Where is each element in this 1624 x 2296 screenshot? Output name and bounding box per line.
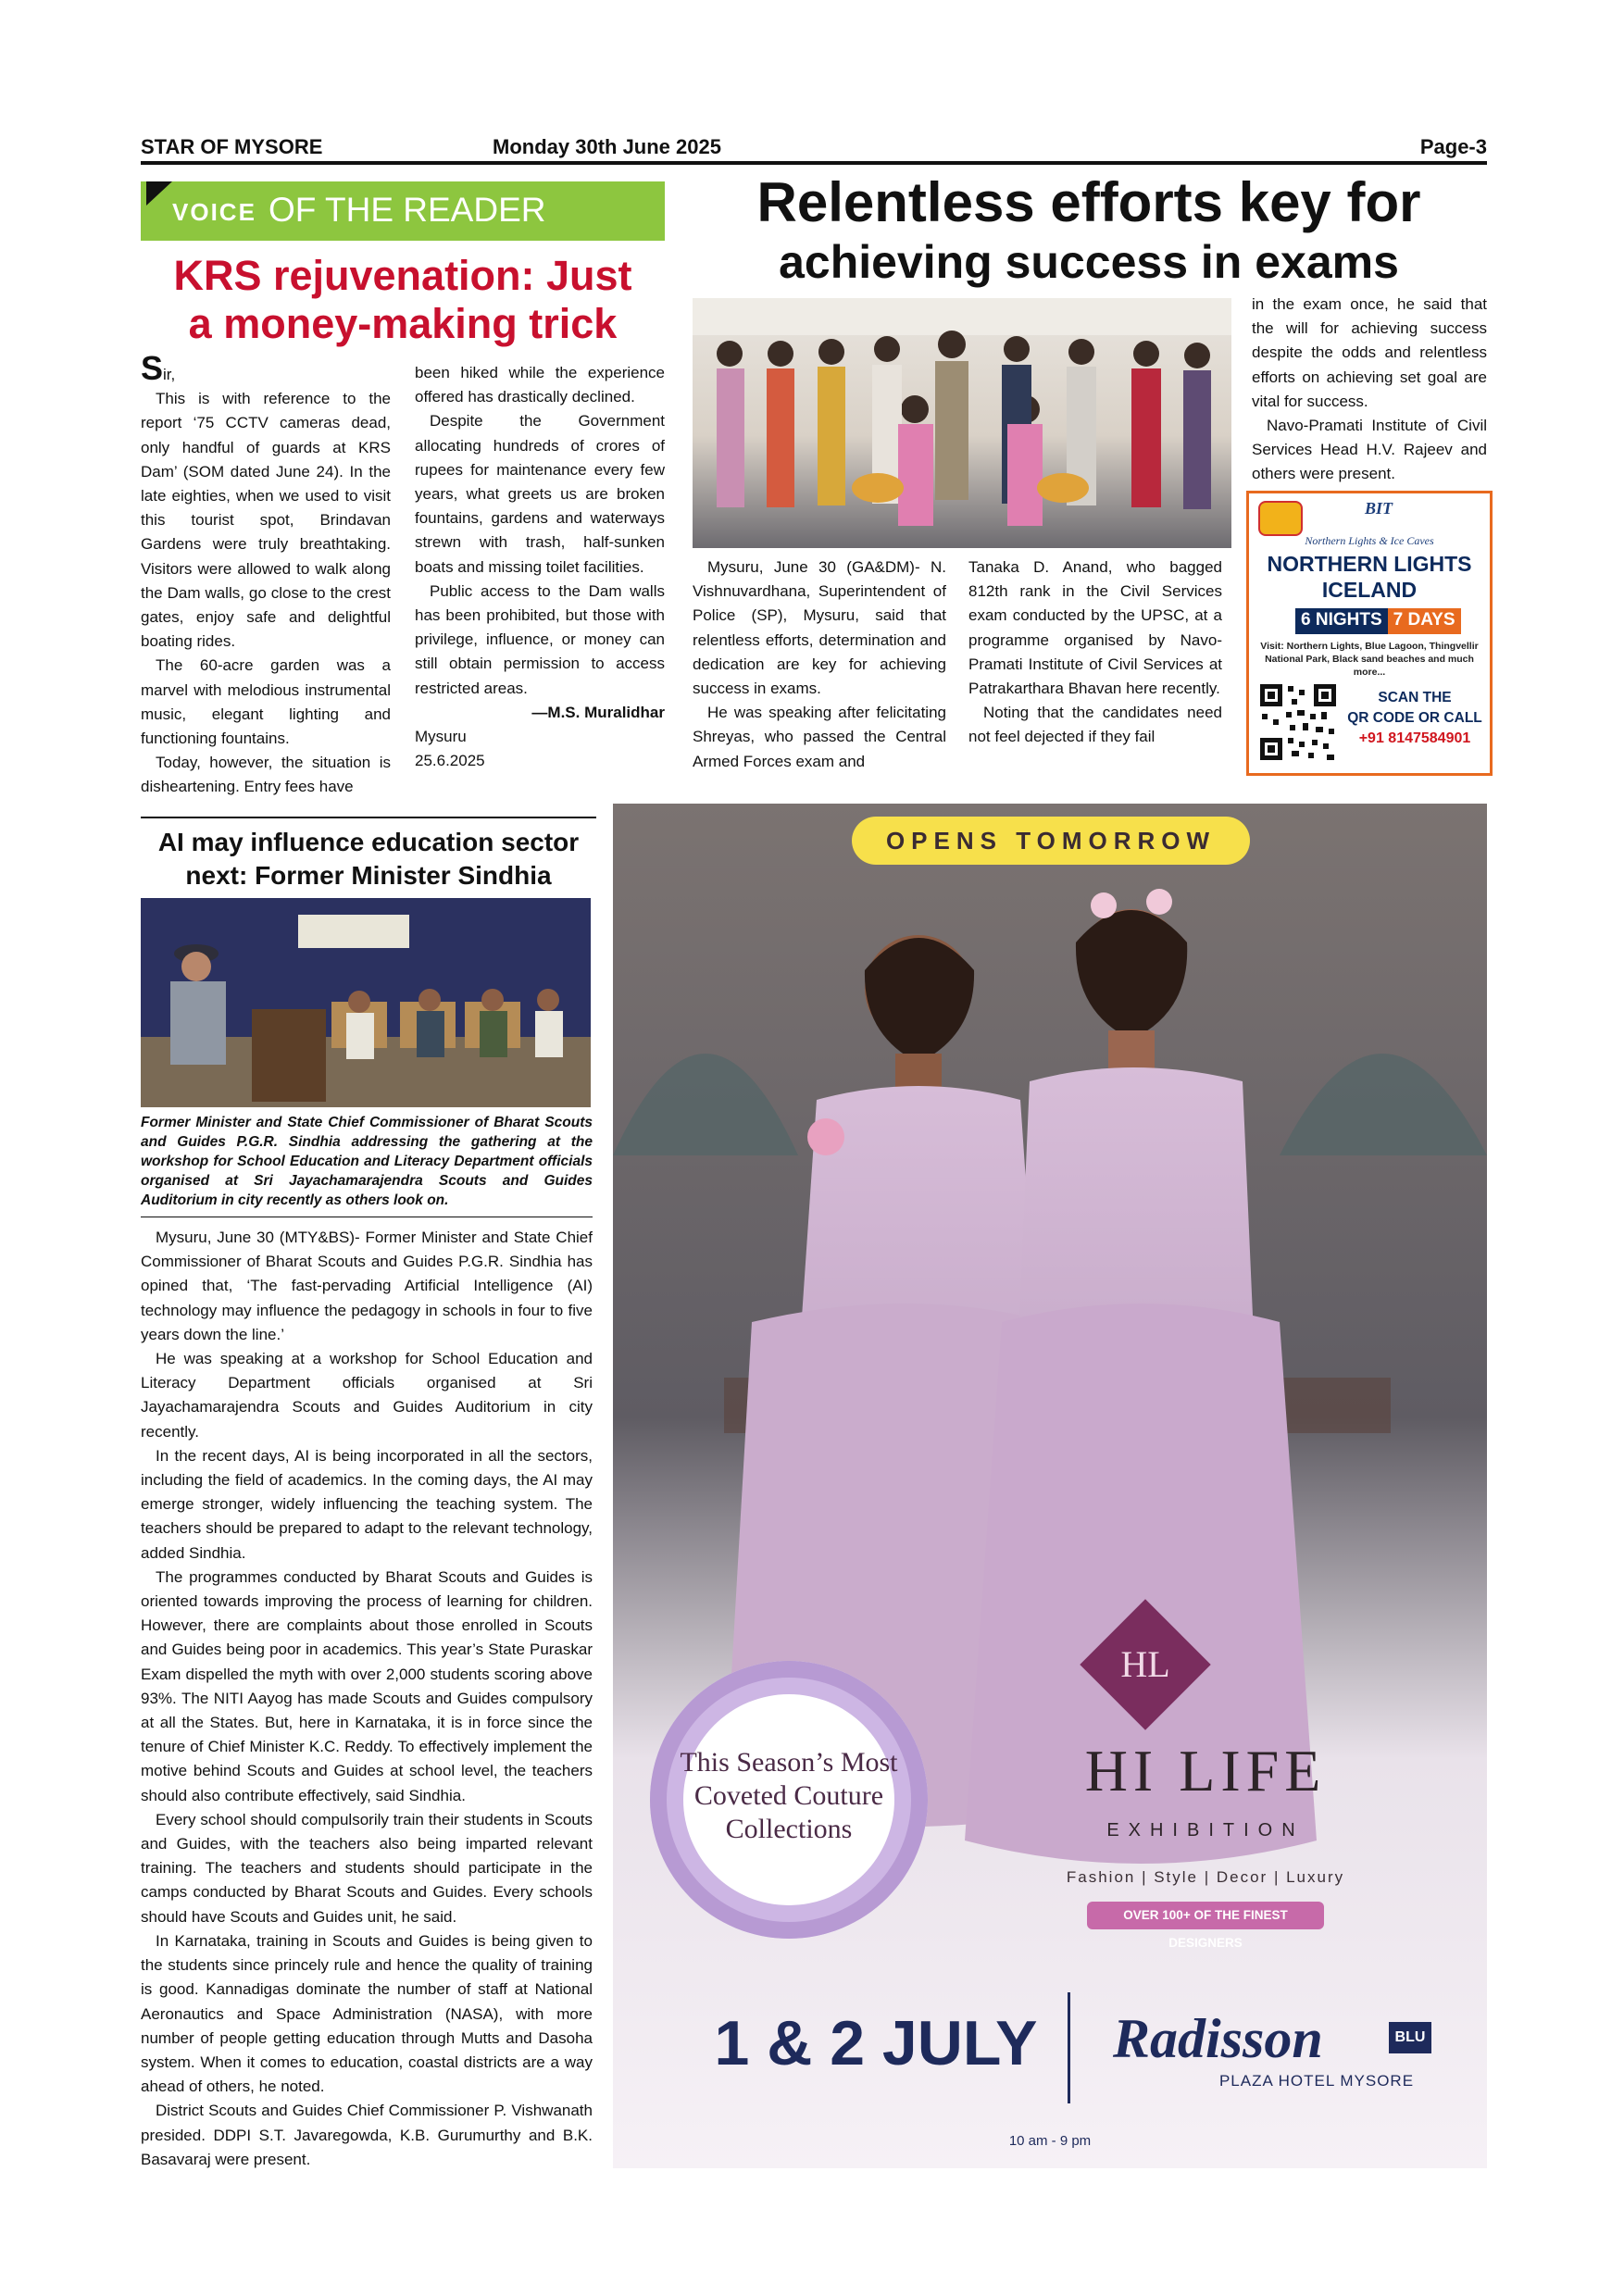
letter-signature: —M.S. Muralidhar — [531, 703, 665, 721]
voice-tag-rest: OF THE READER — [269, 191, 546, 229]
ai-para: The programmes conducted by Bharat Scouts and Guides is oriented towards improving the process of learning for children. However, there are complaints about those enrolled in Scouts and Guides being poor in academics. This year’s State Puraskar Exam dispelled the myth with over 2,000 students scoring above 93%. The NITI Aayog has made Scouts and Guides compulsory at all the States. But, here in Karnataka, it is in force since the tenure of Chief Minister K.C. Reddy. To effectively implement the motive behind Scouts and Guides at school level, the teachers should also contribute effectively, said Sindhia. — [141, 1567, 593, 1804]
fashion-models-photo — [613, 804, 1487, 2168]
voice-column-1 — [141, 349, 391, 800]
exams-para: Mysuru, June 30 (GA&DM)- N. Vishnuvardhana, Superintendent of Police (SP), Mysuru, said that relentless efforts, determination and dedication are key for achieving success in exams. — [693, 558, 946, 698]
corner-triangle-icon — [146, 181, 172, 206]
hilife-exhibition: EXHIBITION — [1106, 1820, 1305, 1841]
wreath-text — [668, 1746, 909, 1846]
wreath-line2: Coveted Couture — [693, 1780, 884, 1811]
ai-para: He was speaking at a workshop for School Education and Literacy Department officials organised at Sri Jayachamarajendra Scouts and Guides Auditorium in city recently. — [141, 1350, 593, 1441]
ad-duration — [1295, 608, 1461, 634]
event-dates: 1 & 2 JULY — [714, 2008, 1038, 2078]
voice-para: The 60-acre garden was a marvel with melodious instrumental music, elegant lighting and functioning fountains. — [141, 656, 391, 748]
section-rule — [141, 817, 596, 818]
ai-body — [141, 1226, 593, 2172]
badge-icon — [1258, 501, 1303, 536]
ai-para: Mysuru, June 30 (MTY&BS)- Former Minister and State Chief Commissioner of Bharat Scouts and Guides P.G.R. Sindhia has opined that, ‘The fast-pervading Artificial Intelligence (AI) technology may influence the pedagogy in schools in four to five years down the line.’ — [141, 1229, 593, 1343]
hilife-categories: Fashion | Style | Decor | Luxury — [1066, 1868, 1345, 1886]
ai-para: In Karnataka, training in Scouts and Guides is being given to the students since princely rule and hence the quality of training is good. Kannadigas dominate the number of staff at National Aeronautics and Space Administration (NASA), with more number of people getting education through Mutts and Dasoha system. When it comes to education, coastal districts are a way ahead of others, he noted. — [141, 1931, 593, 2096]
exams-para: He was speaking after felicitating Shreyas, who passed the Central Armed Forces exam and — [693, 704, 946, 770]
workshop-photo-image — [141, 898, 591, 1107]
masthead-rule — [141, 161, 1487, 165]
group-photo-image — [693, 298, 1231, 548]
page-number: Page-3 — [1419, 135, 1487, 158]
ad-cta-line2: QR CODE OR CALL — [1347, 710, 1482, 726]
ad-phone[interactable]: +91 8147584901 — [1358, 730, 1471, 746]
exams-headline-line2: achieving success in exams — [779, 236, 1399, 288]
hl-monogram: HL — [1120, 1643, 1170, 1685]
voice-headline-line2: a money-making trick — [188, 300, 618, 347]
letter-date: 25.6.2025 — [415, 752, 485, 770]
wreath-line1: This Season’s Most — [680, 1747, 898, 1778]
qr-code[interactable] — [1258, 682, 1338, 762]
exams-column-1 — [693, 555, 946, 774]
ai-photo-caption: Former Minister and State Chief Commissioner of Bharat Scouts and Guides P.G.R. Sindhia addressing the gathering at the workshop for School Education and Literacy Department officials organised at Sri Jayachamarajendra Scouts and Guides Auditorium in city recently as others look on. — [141, 1115, 593, 1208]
exams-para: Tanaka D. Anand, who bagged 812th rank in the Civil Services exam conducted by the UPSC, at a programme organised by Navo-Pramati Institute of Civil Services at Patrakarthara Bhavan here recently. — [968, 558, 1222, 698]
hilife-brand: HI LIFE — [1084, 1738, 1327, 1803]
voice-banner — [141, 181, 665, 241]
ad-cta — [1345, 688, 1484, 749]
venue-subtitle: PLAZA HOTEL MYSORE — [1218, 2072, 1415, 2090]
hilife-designers-badge: OVER 100+ OF THE FINEST DESIGNERS — [1087, 1902, 1324, 1929]
voice-para: This is with reference to the report ‘75 CCTV cameras dead, only handful of guards at KRS Dam’ (SOM dated June 24). In the late eighties, when we used to visit this tourist spot, Brindavan Gardens were truly breathtaking. Visitors were allowed to walk along the Dam walls, go close to the crest gates, enjoy safe and delightful boating rides. — [141, 390, 391, 651]
ad-title — [1249, 551, 1490, 603]
exams-headline-line1: Relentless efforts key for — [756, 171, 1421, 233]
iceland-travel-ad — [1246, 491, 1493, 776]
wreath-line3: Collections — [725, 1814, 853, 1844]
event-hours: 10 am - 9 pm — [1008, 2133, 1092, 2149]
dates-divider — [1068, 1992, 1070, 2103]
ai-headline-line1: AI may influence education sector — [157, 828, 580, 856]
ad-visit: Visit: Northern Lights, Blue Lagoon, Thingvellir National Park, Black sand beaches and much more... — [1260, 641, 1479, 678]
venue-brand: Radisson — [1113, 2008, 1323, 2069]
hilife-exhibition-ad — [613, 804, 1487, 2168]
voice-headline-line1: KRS rejuvenation: Just — [173, 252, 632, 299]
ad-brand: BIT — [1364, 499, 1393, 518]
felicitation-photo — [693, 298, 1231, 548]
exams-column-2 — [968, 555, 1222, 750]
exams-para: Navo-Pramati Institute of Civil Services Head H.V. Rajeev and others were present. — [1252, 417, 1487, 483]
salutation: ir, — [163, 366, 176, 383]
dropcap: S — [141, 349, 164, 387]
voice-column-2 — [415, 361, 665, 773]
voice-para: Today, however, the situation is disheartening. Entry fees have — [141, 754, 391, 796]
issue-date: Monday 30th June 2025 — [493, 135, 721, 158]
venue-tag: BLU — [1389, 2022, 1431, 2053]
voice-para: Despite the Government allocating hundreds of crores of rupees for maintenance every few years, what greets us are broken fountains, gardens and waterways strewn with trash, half-sunken boats and missing toilet facilities. — [415, 412, 665, 576]
letter-place: Mysuru — [415, 728, 467, 746]
voice-para: Public access to the Dam walls has been prohibited, but those with privilege, influence, or money can still obtain permission to access restricted areas. — [415, 581, 665, 697]
exams-para: in the exam once, he said that the will for achieving success despite the odds and relentless efforts on achieving set goal are vital for success. — [1252, 295, 1487, 410]
ai-para: In the recent days, AI is being incorporated in all the sectors, including the field of academics. In the coming days, the AI may emerge stronger, widely influencing the teaching system. The teachers should be prepared to adapt to the relevant technology, added Sindhia. — [141, 1446, 593, 1562]
ad-tagline: Northern Lights & Ice Caves — [1305, 534, 1434, 547]
qr-code-icon — [1258, 682, 1338, 762]
paper-name: STAR OF MYSORE — [141, 135, 323, 158]
ad-title-line1: NORTHERN LIGHTS — [1267, 552, 1472, 576]
ad-title-line2: ICELAND — [1321, 578, 1418, 602]
opens-tomorrow-banner: OPENS TOMORROW — [852, 817, 1250, 865]
workshop-photo — [141, 898, 591, 1107]
ad-nights: 6 NIGHTS — [1295, 608, 1388, 634]
voice-headline — [141, 252, 665, 348]
voice-para: been hiked while the experience offered has drastically declined. — [415, 364, 665, 406]
ai-para: District Scouts and Guides Chief Commissioner P. Vishwanath presided. DDPI S.T. Javaregowda, K.B. Gurumurthy and B.K. Basavaraj were present. — [141, 2102, 593, 2168]
voice-tag: VOICE — [172, 198, 256, 226]
exams-para: Noting that the candidates need not feel dejected if they fail — [968, 704, 1222, 746]
ad-cta-line1: SCAN THE — [1378, 690, 1452, 705]
ai-headline-line2: next: Former Minister Sindhia — [185, 861, 552, 890]
exams-column-right — [1252, 293, 1487, 487]
ai-headline — [141, 826, 596, 892]
ad-days: 7 DAYS — [1388, 608, 1461, 634]
ai-para: Every school should compulsorily train their students in Scouts and Guides, with the teachers also being imparted relevant training. The teachers and students should participate in the camps conducted by Bharat Scouts and Guides. Every schools should have Scouts and Guides unit, he said. — [141, 1810, 593, 1926]
exams-headline — [691, 170, 1487, 289]
